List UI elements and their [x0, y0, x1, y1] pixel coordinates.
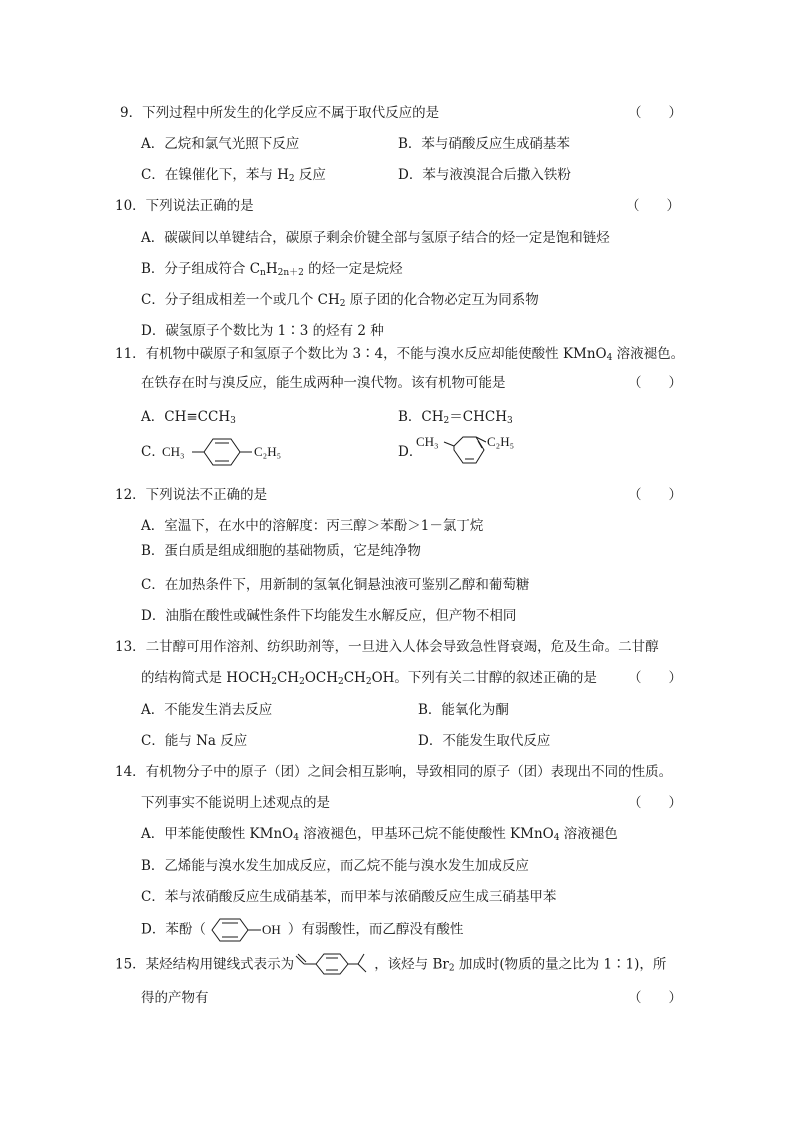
q13-stem-p1: 的结构简式是 HOCH	[141, 670, 272, 686]
q13-option-a: A．不能发生消去反应	[141, 702, 273, 718]
q9-option-c-part2: 反应	[294, 167, 326, 183]
q15-stem-sub: 2	[448, 963, 455, 974]
q15-stem-line1	[115, 950, 666, 980]
q11-option-d-label: D．	[398, 444, 423, 460]
q13-stem-s3: 2	[337, 677, 344, 687]
q14-answer-blank[interactable]: （ ）	[628, 795, 682, 811]
q11-option-b-formula2: ＝CHCH	[449, 409, 507, 425]
q11-stem-line1	[115, 344, 684, 368]
q10-option-d: D．碳氢原子个数比为 1∶3 的烃有 2 种	[141, 323, 384, 339]
q11-option-b-sub1: 2	[443, 416, 450, 426]
q9-option-d: D．苯与液溴混合后撒入铁粉	[398, 167, 571, 183]
q13-stem-p4: CH	[343, 670, 366, 686]
q14-option-a	[141, 824, 618, 848]
q12-answer-blank[interactable]: （ ）	[628, 487, 682, 503]
q14-option-d-p2: ）有弱酸性，而乙醇没有酸性	[287, 921, 464, 938]
q14-option-b: B．乙烯能与溴水发生加成反应，而乙烷不能与溴水发生加成反应	[141, 858, 529, 874]
phenol-oh-group: OH	[261, 922, 281, 937]
q11-option-a-formula: CH≡CCH	[164, 409, 231, 425]
q15-stem-p3: 加成时(物质的量之比为 1∶1)，所	[454, 956, 667, 973]
q13-stem-p2: CH	[276, 670, 300, 686]
q9-option-c-part1: C．在镍催化下，苯与 H	[141, 167, 289, 183]
q13-stem-p3: OCH	[304, 670, 338, 686]
q13-option-b: B．能氧化为酮	[418, 702, 509, 718]
q11-c-right-group: C₂H₅	[254, 444, 282, 459]
q12-option-c: C．在加热条件下，用新制的氢氧化铜悬浊液可鉴别乙醇和葡萄糖	[141, 577, 530, 593]
q11-d-right-group: C₂H₅	[487, 434, 515, 449]
q11-option-a-sub: 3	[230, 416, 236, 426]
q13-stem-line1: 13．二甘醇可用作溶剂、纺织助剂等，一旦进入人体会导致急性肾衰竭，危及生命。二甘醇	[115, 639, 659, 655]
q11-stem-part2: 溶液褪色。	[612, 346, 685, 362]
q10-option-b	[141, 259, 403, 283]
q11-option-b-sub2: 3	[506, 416, 513, 426]
q11-d-left-group: CH₃	[416, 434, 439, 449]
q14-option-a-s1: 4	[293, 833, 299, 843]
q9-option-a: A．乙烷和氯气光照下反应	[141, 136, 300, 152]
q11-stem-sub: 4	[606, 353, 613, 363]
q11-stem-part1: 11．有机物中碳原子和氢原子个数比为 3∶4，不能与溴水反应却能使酸性 KMnO	[115, 346, 607, 362]
q14-option-d	[141, 916, 463, 944]
q15-stem-line2: 得的产物有	[141, 990, 209, 1006]
q15-answer-blank[interactable]: （ ）	[628, 990, 682, 1006]
q10-option-b-sub2: 2n＋2	[277, 268, 304, 278]
q13-stem-s1: 2	[271, 677, 277, 687]
q10-answer-blank[interactable]: （ ）	[626, 198, 680, 214]
q13-stem-line2	[141, 668, 597, 692]
q14-option-c: C．苯与浓硝酸反应生成硝基苯，而甲苯与浓硝酸反应生成三硝基甲苯	[141, 889, 557, 905]
q14-stem-line2: 下列事实不能说明上述观点的是	[141, 795, 330, 811]
q14-option-d-p1: D．苯酚（	[141, 921, 206, 938]
q11-c-left-group: CH₃	[162, 444, 185, 459]
q11-option-a-label: A．	[141, 409, 165, 425]
q9-option-c	[141, 165, 326, 189]
q14-option-a-p2: 溶液褪色，甲基环己烷不能使酸性 KMnO	[298, 826, 554, 842]
q9-answer-blank[interactable]: （ ）	[628, 105, 682, 121]
q12-option-d: D．油脂在酸性或碱性条件下均能发生水解反应，但产物不相同	[141, 608, 517, 624]
q11-option-c-label: C．	[141, 444, 165, 460]
q9-option-c-sub: 2	[288, 174, 295, 184]
q15-skeletal-structure	[294, 950, 374, 980]
q12-option-a: A．室温下，在水中的溶解度：丙三醇＞苯酚＞1－氯丁烷	[141, 518, 484, 534]
q12-stem: 12．下列说法不正确的是	[115, 487, 268, 503]
q10-option-b-sub1: n	[260, 268, 266, 278]
q13-stem-p5: OH。下列有关二甘醇的叙述正确的是	[371, 670, 597, 686]
q13-answer-blank[interactable]: （ ）	[628, 670, 682, 686]
q10-option-c-sub: 2	[339, 299, 346, 309]
q10-option-c-part2: 原子团的化合物必定互为同系物	[345, 292, 539, 308]
q10-option-c	[141, 290, 539, 314]
q14-option-a-p1: A．甲苯能使酸性 KMnO	[141, 826, 294, 842]
q10-stem: 10．下列说法正确的是	[115, 198, 254, 214]
q13-stem-s4: 2	[365, 677, 372, 687]
q13-stem-s2: 2	[299, 677, 305, 687]
q9-option-b: B．苯与硝酸反应生成硝基苯	[398, 136, 570, 152]
q12-option-b: B．蛋白质是组成细胞的基础物质，它是纯净物	[141, 543, 421, 559]
q10-option-a: A．碳碳间以单键结合，碳原子剩余价键全部与氢原子结合的烃一定是饱和链烃	[141, 230, 610, 246]
q10-option-b-part2: H	[265, 261, 278, 277]
q14-option-a-s2: 4	[553, 833, 560, 843]
q11-option-a	[141, 407, 236, 431]
q14-option-a-p3: 溶液褪色	[559, 826, 618, 842]
q10-option-b-part1: B．分子组成符合 C	[141, 261, 261, 277]
q11-option-b-formula1: CH	[421, 409, 444, 425]
q15-stem-p1: 15．某烃结构用键线式表示为	[115, 956, 295, 973]
q11-option-d-structure	[416, 426, 526, 474]
phenol-structure	[206, 916, 288, 944]
q13-option-d: D．不能发生取代反应	[418, 733, 551, 749]
q15-stem-p2: ，该烃与 Br	[374, 956, 449, 973]
q9-stem: 9．下列过程中所发生的化学反应不属于取代反应的是	[120, 105, 440, 121]
q10-option-c-part1: C．分子组成相差一个或几个 CH	[141, 292, 340, 308]
q14-stem-line1: 14．有机物分子中的原子（团）之间会相互影响，导致相同的原子（团）表现出不同的性质。	[115, 764, 673, 780]
q11-option-c-structure	[162, 432, 292, 472]
q11-option-b-label: B．	[398, 409, 422, 425]
q13-option-c: C．能与 Na 反应	[141, 733, 248, 749]
q10-option-b-part3: 的烃一定是烷烃	[303, 261, 403, 277]
q11-answer-blank[interactable]: （ ）	[628, 375, 682, 391]
q11-stem-line2: 在铁存在时与溴反应，能生成两种一溴代物。该有机物可能是	[141, 375, 506, 391]
